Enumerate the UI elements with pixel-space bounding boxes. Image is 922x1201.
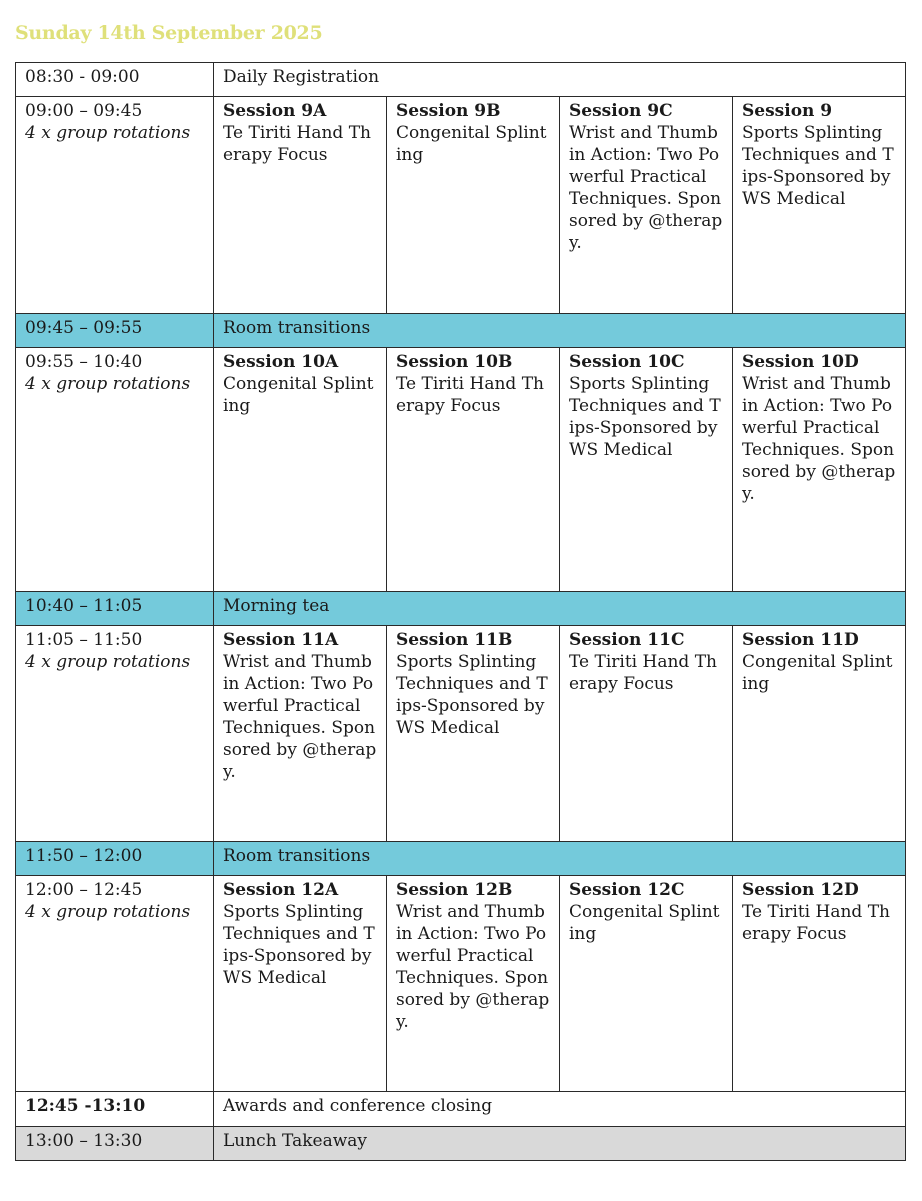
table-row [16, 1127, 906, 1161]
session-title: Session 11A [223, 630, 339, 650]
time-cell [16, 348, 214, 592]
session-title: Session 10D [742, 352, 859, 372]
session-topic: Sports Splinting Techniques and Tips-Sponsored by WS Medical [223, 902, 375, 988]
session-title: Session 10B [396, 352, 513, 372]
rotation-note: 4 x group rotations [25, 123, 191, 143]
time-cell: 12:45 -13:10 [16, 1092, 214, 1127]
session-cell [560, 876, 733, 1092]
session-topic: Wrist and Thumb in Action: Two Powerful Practical Techniques. Sponsored by @therapy. [742, 374, 896, 504]
time-cell: 09:45 – 09:55 [16, 314, 214, 348]
time-cell: 11:50 – 12:00 [16, 842, 214, 876]
session-title: Session 9A [223, 101, 327, 121]
time-cell: 10:40 – 11:05 [16, 592, 214, 626]
session-cell [560, 348, 733, 592]
session-cell [733, 97, 906, 314]
session-topic: Te Tiriti Hand Therapy Focus [223, 123, 371, 165]
session-title: Session 12A [223, 880, 339, 900]
session-topic: Wrist and Thumb in Action: Two Powerful Practical Techniques. Sponsored by @therapy. [223, 652, 377, 782]
day-title: Sunday 14th September 2025 [15, 22, 323, 44]
table-row [16, 626, 906, 842]
event-cell: Room transitions [214, 314, 906, 348]
table-row [16, 1092, 906, 1127]
session-cell [214, 348, 387, 592]
rotation-note: 4 x group rotations [25, 652, 191, 672]
session-cell [387, 97, 560, 314]
event-cell: Lunch Takeaway [214, 1127, 906, 1161]
table-row [16, 842, 906, 876]
session-topic: Sports Splinting Techniques and Tips-Sponsored by WS Medical [742, 123, 894, 209]
session-title: Session 11C [569, 630, 685, 650]
programme-table [15, 62, 906, 1161]
session-topic: Sports Splinting Techniques and Tips-Sponsored by WS Medical [396, 652, 548, 738]
session-cell [387, 626, 560, 842]
table-row [16, 97, 906, 314]
session-cell [387, 348, 560, 592]
session-cell [560, 97, 733, 314]
session-cell [733, 876, 906, 1092]
session-cell [733, 626, 906, 842]
time-cell: 13:00 – 13:30 [16, 1127, 214, 1161]
session-topic: Wrist and Thumb in Action: Two Powerful Practical Techniques. Sponsored by @therapy. [396, 902, 550, 1032]
rotation-note: 4 x group rotations [25, 374, 191, 394]
session-title: Session 10C [569, 352, 685, 372]
session-title: Session 10A [223, 352, 339, 372]
session-cell [214, 876, 387, 1092]
session-topic: Congenital Splinting [742, 652, 893, 694]
session-title: Session 9B [396, 101, 501, 121]
session-title: Session 12D [742, 880, 859, 900]
event-cell: Room transitions [214, 842, 906, 876]
session-title: Session 11D [742, 630, 859, 650]
session-cell [560, 626, 733, 842]
session-cell [387, 876, 560, 1092]
table-row [16, 63, 906, 97]
session-topic: Congenital Splinting [223, 374, 374, 416]
time-range: 09:00 – 09:45 [25, 101, 143, 121]
session-title: Session 9 [742, 101, 833, 121]
event-cell: Awards and conference closing [214, 1092, 906, 1127]
table-row [16, 876, 906, 1092]
time-cell [16, 876, 214, 1092]
session-topic: Te Tiriti Hand Therapy Focus [569, 652, 717, 694]
session-topic: Congenital Splinting [396, 123, 547, 165]
session-cell [733, 348, 906, 592]
session-title: Session 9C [569, 101, 673, 121]
session-topic: Te Tiriti Hand Therapy Focus [742, 902, 890, 944]
session-topic: Sports Splinting Techniques and Tips-Sponsored by WS Medical [569, 374, 721, 460]
event-cell: Daily Registration [214, 63, 906, 97]
time-range: 11:05 – 11:50 [25, 630, 143, 650]
session-title: Session 12B [396, 880, 513, 900]
session-cell [214, 626, 387, 842]
table-row [16, 314, 906, 348]
time-cell [16, 97, 214, 314]
session-cell [214, 97, 387, 314]
time-range: 12:00 – 12:45 [25, 880, 143, 900]
time-cell: 08:30 - 09:00 [16, 63, 214, 97]
session-topic: Wrist and Thumb in Action: Two Powerful Practical Techniques. Sponsored by @therapy. [569, 123, 723, 253]
rotation-note: 4 x group rotations [25, 902, 191, 922]
session-title: Session 11B [396, 630, 513, 650]
time-cell [16, 626, 214, 842]
session-title: Session 12C [569, 880, 685, 900]
table-row [16, 592, 906, 626]
session-topic: Congenital Splinting [569, 902, 720, 944]
event-cell: Morning tea [214, 592, 906, 626]
table-row [16, 348, 906, 592]
time-range: 09:55 – 10:40 [25, 352, 143, 372]
session-topic: Te Tiriti Hand Therapy Focus [396, 374, 544, 416]
